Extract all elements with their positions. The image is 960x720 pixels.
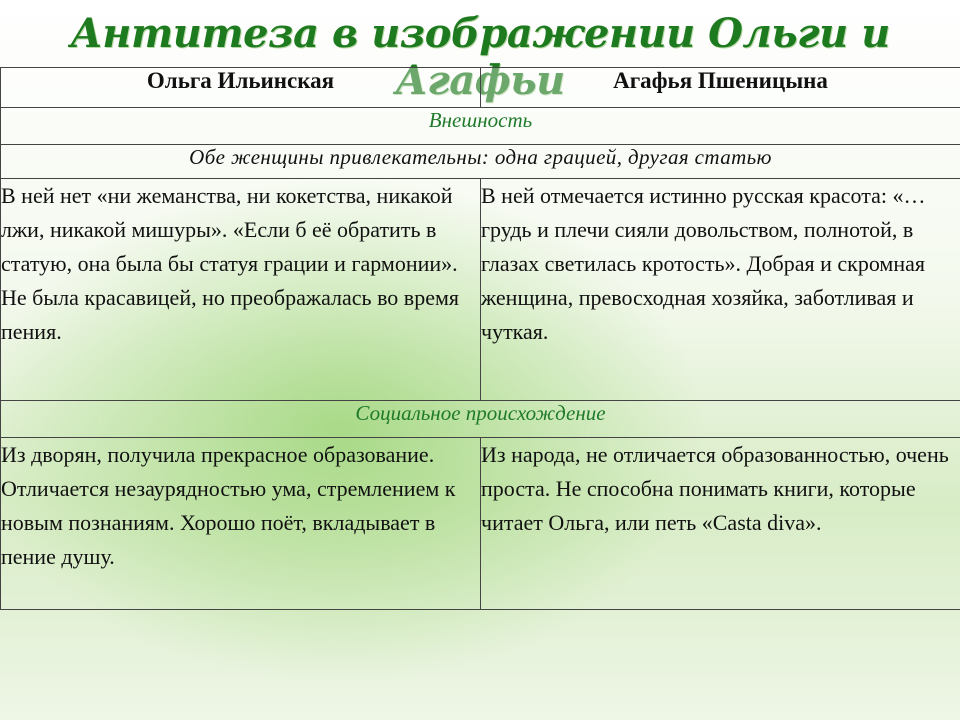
column-header-olga: Ольга Ильинская (1, 68, 481, 108)
section-label-appearance: Внешность (1, 108, 960, 145)
subheading-row (1, 145, 960, 179)
comparison-table (0, 67, 960, 610)
table-row (1, 179, 960, 401)
table-header-row (1, 68, 960, 108)
section-label-social-origin: Социальное происхождение (1, 401, 960, 438)
olga-social-cell: Из дворян, получила прекрасное образование. Отличается незаурядностью ума, стремлением к новым познаниям. Хорошо поёт, вкладывает в пение душу. (1, 438, 481, 610)
section-row-appearance (1, 108, 960, 145)
agafya-social-cell: Из народа, не отличается образованностью, очень проста. Не способна понимать книги, которые читает Ольга, или петь «Casta diva». (481, 438, 960, 610)
table-row (1, 438, 960, 610)
agafya-appearance-cell: В ней отмечается истинно русская красота: «…грудь и плечи сияли довольством, полнотой, в глазах светилась кротость». Добрая и скромная женщина, превосходная хозяйка, заботливая и чуткая. (481, 179, 960, 401)
column-header-agafya: Агафья Пшеницына (481, 68, 960, 108)
olga-appearance-cell: В ней нет «ни жеманства, ни кокетства, никакой лжи, никакой мишуры». «Если б её обратить в статую, она была бы статуя грации и гармонии». Не была красавицей, но преображалась во время пения. (1, 179, 481, 401)
page-title: Антитеза в изображении Ольги и Агафьи (70, 10, 890, 104)
section-row-social (1, 401, 960, 438)
section-subheading: Обе женщины привлекательны: одна грацией, другая статью (1, 145, 960, 179)
